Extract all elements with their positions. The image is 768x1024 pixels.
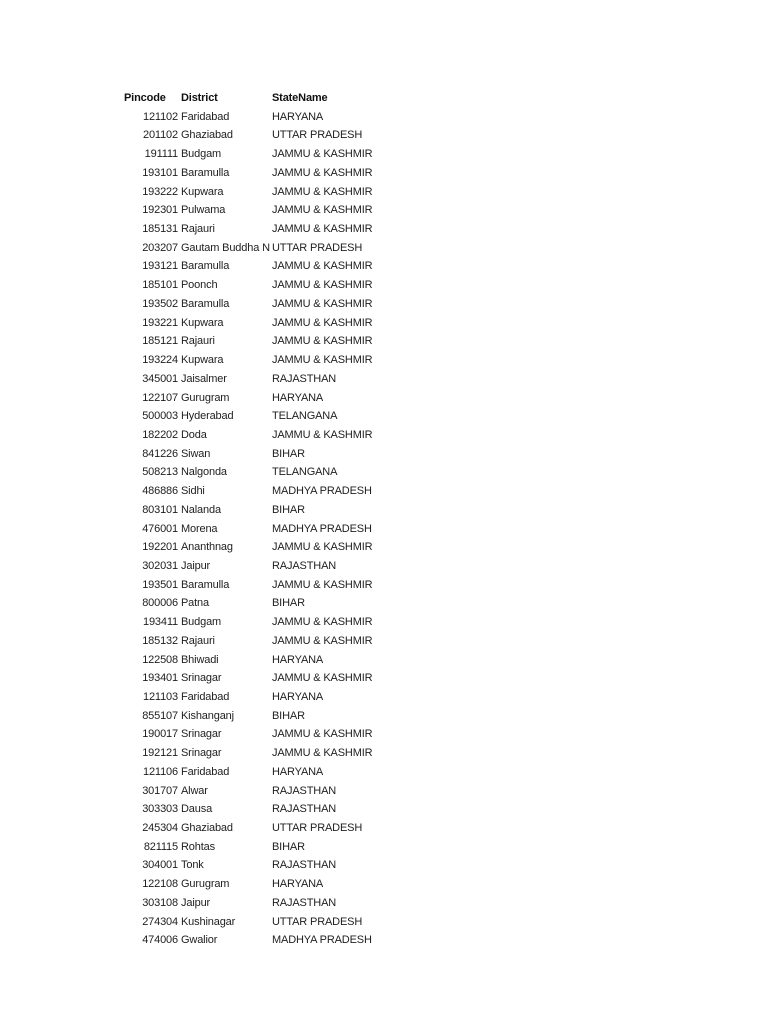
district-cell: Srinagar	[181, 728, 222, 741]
pincode-table	[124, 89, 402, 950]
pincode-cell: 193224	[142, 354, 178, 367]
table-row	[124, 613, 402, 632]
pincode-cell: 203207	[142, 241, 178, 254]
pincode-cell: 301707	[142, 784, 178, 797]
district-cell: Nalgonda	[181, 466, 227, 479]
pincode-cell: 193221	[142, 316, 178, 329]
district-cell: Ghaziabad	[181, 822, 233, 835]
state-cell: RAJASTHAN	[272, 784, 337, 797]
district-cell: Siwan	[181, 447, 211, 460]
pincode-cell: 121102	[143, 110, 178, 123]
district-cell: Jaisalmer	[181, 372, 227, 385]
district-cell: Rajauri	[181, 634, 215, 647]
table-row	[124, 314, 402, 333]
pincode-cell: 841226	[142, 447, 178, 460]
state-cell: JAMMU & KASHMIR	[272, 616, 373, 629]
pincode-cell: 803101	[142, 503, 178, 516]
district-cell: Alwar	[181, 784, 208, 797]
state-cell: BIHAR	[272, 447, 305, 460]
table-row	[124, 332, 402, 351]
pincode-cell: 192121	[142, 747, 178, 760]
table-body	[124, 108, 402, 950]
pincode-cell: 193222	[142, 185, 178, 198]
table-row	[124, 201, 402, 220]
pincode-cell: 182202	[142, 428, 178, 441]
district-cell: Srinagar	[181, 747, 222, 760]
table-row	[124, 576, 402, 595]
table-row	[124, 164, 402, 183]
table-row	[124, 594, 402, 613]
district-cell: Doda	[181, 428, 207, 441]
state-cell: HARYANA	[272, 691, 324, 703]
table-row	[124, 688, 402, 707]
table-row	[124, 257, 402, 276]
state-cell: BIHAR	[272, 840, 305, 853]
state-cell: JAMMU & KASHMIR	[272, 204, 373, 217]
pincode-cell: 193401	[142, 672, 178, 685]
district-cell: Kupwara	[181, 185, 224, 198]
state-cell: JAMMU & KASHMIR	[272, 428, 373, 441]
state-cell: RAJASTHAN	[272, 372, 337, 385]
state-cell: JAMMU & KASHMIR	[272, 148, 373, 161]
district-cell: Budgam	[181, 148, 222, 161]
table-row	[124, 295, 402, 314]
district-cell: Patna	[181, 597, 209, 610]
table-row	[124, 707, 402, 726]
table-row	[124, 557, 402, 576]
state-cell: RAJASTHAN	[272, 859, 337, 872]
state-cell: JAMMU & KASHMIR	[272, 316, 373, 329]
state-cell: BIHAR	[272, 503, 305, 516]
state-cell: JAMMU & KASHMIR	[272, 634, 373, 647]
state-cell: JAMMU & KASHMIR	[272, 672, 373, 685]
table-row	[124, 651, 402, 670]
state-cell: JAMMU & KASHMIR	[272, 578, 373, 591]
table-row	[124, 819, 402, 838]
district-cell: Baramulla	[181, 166, 230, 179]
district-cell: Faridabad	[181, 110, 230, 123]
pincode-cell: 192201	[142, 541, 178, 554]
table-row	[124, 538, 402, 557]
table-row	[124, 145, 402, 164]
state-cell: JAMMU & KASHMIR	[272, 185, 373, 198]
pincode-cell: 476001	[142, 522, 178, 535]
district-cell: Baramulla	[181, 297, 230, 310]
pincode-cell: 193411	[143, 616, 178, 629]
district-cell: Rajauri	[181, 223, 215, 236]
pincode-cell: 190017	[142, 728, 178, 741]
pincode-cell: 185121	[142, 335, 178, 348]
pincode-cell: 274304	[142, 915, 178, 928]
pincode-cell: 185131	[142, 223, 178, 236]
pincode-cell: 500003	[142, 410, 178, 423]
table-row	[124, 183, 402, 202]
district-cell: Rajauri	[181, 335, 215, 348]
table-row	[124, 725, 402, 744]
district-cell: Gautam Buddha N	[181, 241, 270, 254]
state-cell: RAJASTHAN	[272, 803, 337, 816]
table-row	[124, 239, 402, 258]
district-cell: Kushinagar	[181, 915, 236, 928]
district-cell: Nalanda	[181, 503, 221, 516]
state-cell: JAMMU & KASHMIR	[272, 297, 373, 310]
table-row	[124, 482, 402, 501]
table-row	[124, 744, 402, 763]
pincode-cell: 122108	[142, 878, 178, 891]
state-cell: HARYANA	[272, 653, 324, 666]
column-header-district: District	[181, 92, 218, 104]
pincode-cell: 474006	[142, 934, 178, 947]
state-cell: TELANGANA	[272, 410, 338, 423]
table-row	[124, 370, 402, 389]
table-row	[124, 220, 402, 239]
pincode-cell: 121103	[143, 691, 178, 703]
table-row	[124, 856, 402, 875]
column-header-pincode: Pincode	[124, 92, 166, 104]
table-row	[124, 276, 402, 295]
state-cell: UTTAR PRADESH	[272, 241, 363, 254]
pincode-cell: 185132	[142, 634, 178, 647]
pincode-cell: 191111	[144, 148, 178, 161]
district-cell: Bhiwadi	[181, 653, 219, 666]
state-cell: MADHYA PRADESH	[272, 934, 372, 947]
pincode-cell: 201102	[143, 129, 178, 142]
pincode-cell: 185101	[142, 279, 178, 292]
table-row	[124, 463, 402, 482]
district-cell: Rohtas	[181, 840, 215, 853]
state-cell: UTTAR PRADESH	[272, 129, 363, 142]
table-header-row	[124, 89, 402, 108]
district-cell: Pulwama	[181, 204, 226, 217]
pincode-cell: 193501	[142, 578, 178, 591]
state-cell: HARYANA	[272, 878, 324, 891]
district-cell: Dausa	[181, 803, 213, 816]
table-row	[124, 445, 402, 464]
district-cell: Sidhi	[181, 485, 205, 498]
state-cell: JAMMU & KASHMIR	[272, 335, 373, 348]
state-cell: JAMMU & KASHMIR	[272, 747, 373, 760]
district-cell: Baramulla	[181, 578, 230, 591]
table-row	[124, 108, 402, 127]
district-cell: Faridabad	[181, 765, 230, 778]
table-row	[124, 389, 402, 408]
state-cell: TELANGANA	[272, 466, 338, 479]
pincode-cell: 304001	[142, 859, 178, 872]
table-row	[124, 931, 402, 950]
state-cell: RAJASTHAN	[272, 559, 337, 572]
table-row	[124, 838, 402, 857]
pincode-cell: 193121	[142, 260, 178, 273]
state-cell: BIHAR	[272, 597, 305, 610]
district-cell: Hyderabad	[181, 410, 234, 423]
pincode-cell: 821115	[143, 840, 178, 853]
table-row	[124, 426, 402, 445]
table-row	[124, 913, 402, 932]
pincode-cell: 486886	[142, 485, 178, 498]
district-cell: Jaipur	[181, 559, 211, 572]
district-cell: Kishanganj	[181, 709, 234, 722]
table-row	[124, 782, 402, 801]
table-row	[124, 632, 402, 651]
table-row	[124, 520, 402, 539]
district-cell: Gurugram	[181, 878, 230, 891]
state-cell: MADHYA PRADESH	[272, 522, 372, 535]
table-row	[124, 894, 402, 913]
table-row	[124, 763, 402, 782]
district-cell: Gwalior	[181, 934, 218, 947]
district-cell: Tonk	[181, 859, 204, 872]
state-cell: RAJASTHAN	[272, 896, 337, 909]
district-cell: Gurugram	[181, 391, 230, 404]
pincode-cell: 121106	[143, 765, 178, 778]
table-row	[124, 800, 402, 819]
pincode-cell: 508213	[142, 466, 178, 479]
state-cell: JAMMU & KASHMIR	[272, 223, 373, 236]
district-cell: Poonch	[181, 279, 218, 292]
state-cell: JAMMU & KASHMIR	[272, 279, 373, 292]
table-row	[124, 875, 402, 894]
state-cell: JAMMU & KASHMIR	[272, 541, 373, 554]
pincode-cell: 855107	[142, 709, 178, 722]
district-cell: Baramulla	[181, 260, 230, 273]
table-row	[124, 407, 402, 426]
pincode-cell: 800006	[142, 597, 178, 610]
state-cell: UTTAR PRADESH	[272, 915, 363, 928]
state-cell: HARYANA	[272, 391, 324, 404]
district-cell: Jaipur	[181, 896, 211, 909]
district-cell: Srinagar	[181, 672, 222, 685]
state-cell: HARYANA	[272, 765, 324, 778]
district-cell: Faridabad	[181, 691, 230, 703]
pincode-cell: 192301	[142, 204, 178, 217]
district-cell: Ananthnag	[181, 541, 233, 554]
state-cell: JAMMU & KASHMIR	[272, 354, 373, 367]
state-cell: MADHYA PRADESH	[272, 485, 372, 498]
table-row	[124, 501, 402, 520]
pincode-cell: 245304	[142, 822, 178, 835]
table-row	[124, 669, 402, 688]
district-cell: Kupwara	[181, 316, 224, 329]
pincode-cell: 302031	[142, 559, 178, 572]
column-header-statename: StateName	[272, 92, 328, 104]
state-cell: JAMMU & KASHMIR	[272, 260, 373, 273]
district-cell: Kupwara	[181, 354, 224, 367]
state-cell: UTTAR PRADESH	[272, 822, 363, 835]
table-row	[124, 351, 402, 370]
state-cell: HARYANA	[272, 110, 324, 123]
pincode-cell: 303303	[142, 803, 178, 816]
state-cell: JAMMU & KASHMIR	[272, 166, 373, 179]
pincode-cell: 122508	[142, 653, 178, 666]
state-cell: BIHAR	[272, 709, 305, 722]
pincode-cell: 193101	[142, 166, 178, 179]
pincode-cell: 345001	[142, 372, 178, 385]
pincode-cell: 122107	[142, 391, 178, 404]
district-cell: Budgam	[181, 616, 222, 629]
district-cell: Morena	[181, 522, 218, 535]
table-row	[124, 126, 402, 145]
pincode-cell: 303108	[142, 896, 178, 909]
state-cell: JAMMU & KASHMIR	[272, 728, 373, 741]
district-cell: Ghaziabad	[181, 129, 233, 142]
pincode-cell: 193502	[142, 297, 178, 310]
